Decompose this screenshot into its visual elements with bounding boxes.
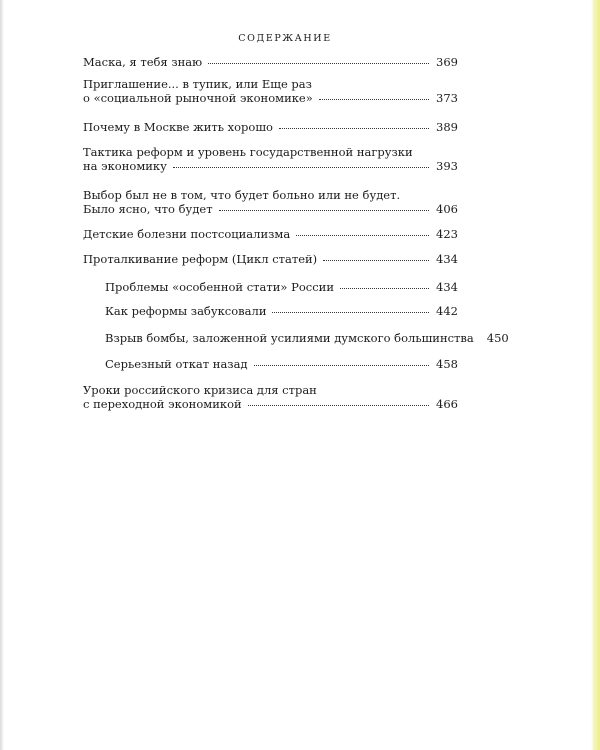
toc-entry[interactable] bbox=[83, 227, 458, 241]
toc-entry-title: Маска, я тебя знаю bbox=[83, 55, 203, 69]
dot-leader bbox=[254, 365, 429, 366]
page-number: 406 bbox=[436, 202, 458, 216]
toc-entry-title: Серьезный откат назад bbox=[105, 357, 248, 371]
toc-entry-row bbox=[105, 304, 458, 318]
page-number: 389 bbox=[436, 120, 458, 134]
toc-subentry[interactable] bbox=[105, 331, 509, 345]
dot-leader bbox=[279, 128, 429, 129]
toc-entry-row bbox=[83, 159, 458, 173]
toc-entry-title-line: Тактика реформ и уровень государственной нагрузки bbox=[83, 145, 413, 159]
toc-entry[interactable] bbox=[83, 120, 458, 134]
toc-entry-row bbox=[105, 280, 458, 294]
page-number: 434 bbox=[436, 252, 458, 266]
dot-leader bbox=[319, 99, 429, 100]
toc-entry-row bbox=[83, 55, 458, 69]
page-number: 434 bbox=[436, 280, 458, 294]
page-number: 466 bbox=[436, 397, 458, 411]
page-title: СОДЕРЖАНИЕ bbox=[238, 33, 332, 44]
toc-entry-row bbox=[83, 397, 458, 411]
toc-subentry[interactable] bbox=[105, 357, 458, 371]
toc-entry-title: Проблемы «особенной стати» России bbox=[105, 280, 334, 294]
toc-entry-title-line: Уроки российского кризиса для стран bbox=[83, 383, 317, 397]
toc-entry-title: с переходной экономикой bbox=[83, 397, 242, 411]
page-number: 369 bbox=[436, 55, 458, 69]
page-number: 458 bbox=[436, 357, 458, 371]
dot-leader bbox=[340, 288, 429, 289]
toc-entry[interactable] bbox=[83, 145, 458, 173]
toc-entry-title: Как реформы забуксовали bbox=[105, 304, 267, 318]
toc-entry-row bbox=[105, 357, 458, 371]
toc-subentry[interactable] bbox=[105, 280, 458, 294]
toc-entry-title-line: Приглашение... в тупик, или Еще раз bbox=[83, 77, 312, 91]
toc-entry-title: Детские болезни постсоциализма bbox=[83, 227, 291, 241]
toc-entry[interactable] bbox=[83, 383, 458, 411]
toc-entry-title: Было ясно, что будет bbox=[83, 202, 213, 216]
dot-leader bbox=[296, 235, 429, 236]
toc-entry-row bbox=[83, 202, 458, 216]
toc-entry-title: Почему в Москве жить хорошо bbox=[83, 120, 273, 134]
page-number: 450 bbox=[486, 331, 509, 345]
dot-leader bbox=[173, 167, 429, 168]
toc-entry[interactable] bbox=[83, 77, 458, 105]
page-number: 442 bbox=[436, 304, 458, 318]
toc-entry[interactable] bbox=[83, 252, 458, 266]
toc-entry[interactable] bbox=[83, 188, 458, 216]
toc-entry-row bbox=[83, 91, 458, 105]
toc-entry-title: Проталкивание реформ (Цикл статей) bbox=[83, 252, 318, 266]
dot-leader bbox=[323, 260, 429, 261]
table-of-contents bbox=[83, 55, 509, 411]
page-number: 423 bbox=[436, 227, 458, 241]
toc-entry-title: о «социальной рыночной экономике» bbox=[83, 91, 313, 105]
toc-entry-row bbox=[105, 331, 509, 345]
dot-leader bbox=[219, 210, 429, 211]
dot-leader bbox=[272, 312, 429, 313]
toc-entry-title: Взрыв бомбы, заложенной усилиями думского большинства bbox=[105, 331, 474, 345]
toc-subentry[interactable] bbox=[105, 304, 458, 318]
dot-leader bbox=[248, 405, 429, 406]
toc-entry-row bbox=[83, 227, 458, 241]
page-number: 393 bbox=[436, 159, 458, 173]
scan-shadow-left bbox=[0, 0, 4, 750]
toc-entry-row bbox=[83, 252, 458, 266]
scan-edge-yellow bbox=[591, 0, 600, 750]
toc-entry[interactable] bbox=[83, 55, 458, 69]
dot-leader bbox=[208, 63, 429, 64]
toc-entry-row bbox=[83, 120, 458, 134]
toc-entry-title-line: Выбор был не в том, что будет больно или не будет. bbox=[83, 188, 401, 202]
toc-entry-title: на экономику bbox=[83, 159, 167, 173]
page-number: 373 bbox=[436, 91, 458, 105]
